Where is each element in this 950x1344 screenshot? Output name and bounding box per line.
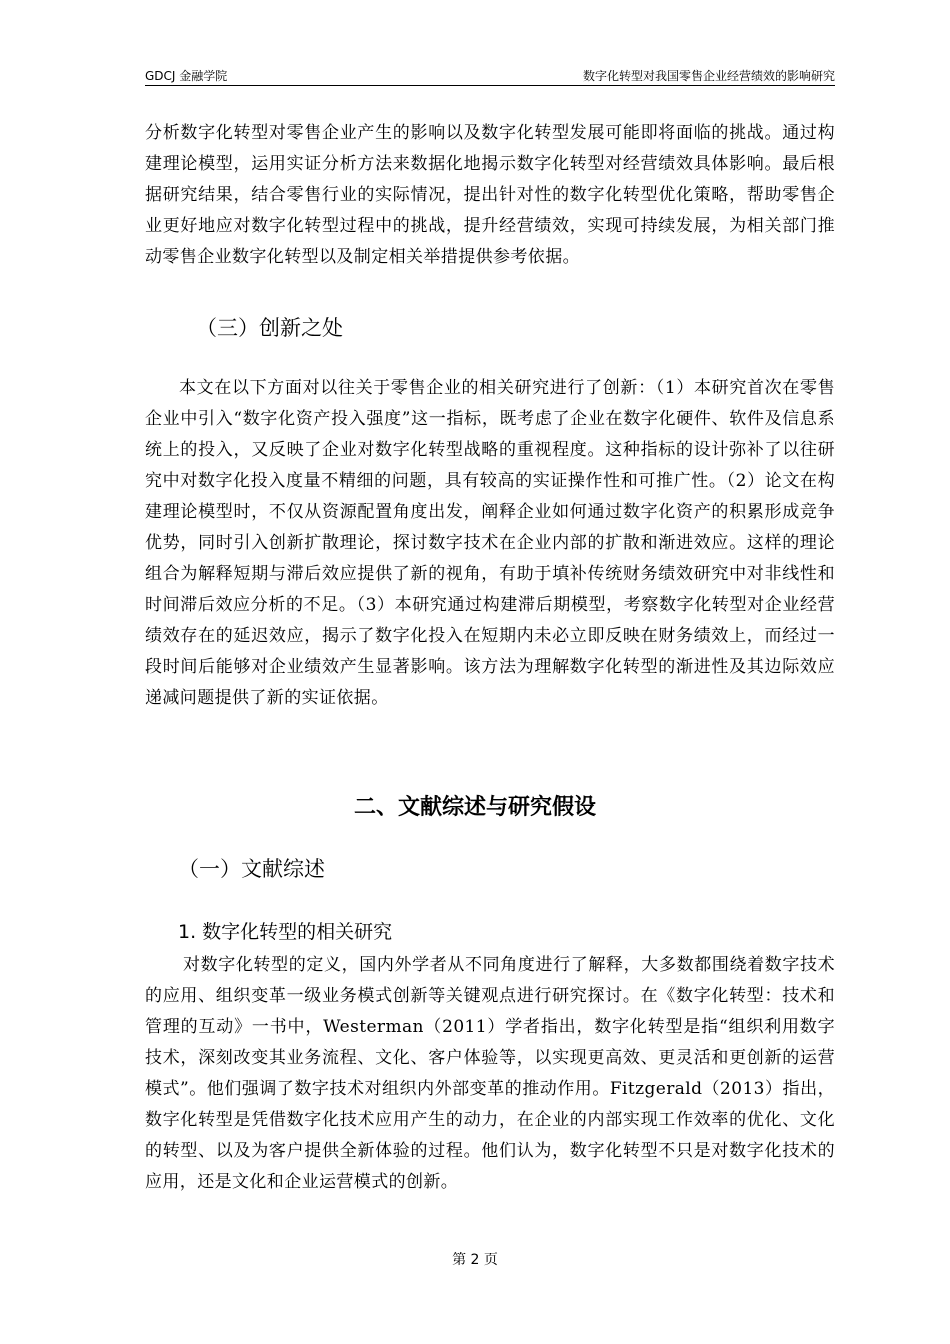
chapter-heading-literature: 二、文献综述与研究假设 xyxy=(353,795,596,820)
page-number: 第 2 页 xyxy=(452,1252,498,1268)
paragraph-digital-transformation: 对数字化转型的定义，国内外学者从不同角度进行了解释，大多数都围绕着数字技术的应用、组织变革一级业务模式创新等关键观点进行研究探讨。在《数字化转型：技术和管理的互动》一书中，Westerman（2011）学者指出，数字化转型是指“组织利用数字技术，深刻改变其业务流程、文化、客户体验等，以实现更高效、更灵活和更创新的运营模式”。他们强调了数字技术对组织内外部变革的推动作用。Fitzgerald（2013）指出，数字化转型是凭借数字化技术应用产生的动力，在企业的内部实现工作效率的优化、文化的转型、以及为客户提供全新体验的过程。他们认为，数字化转型不只是对数字化技术的应用，还是文化和企业运营模式的创新。 xyxy=(145,955,835,1192)
subsection-heading-digital-transformation: 1. 数字化转型的相关研究 xyxy=(178,921,393,943)
section-heading-innovation: （三）创新之处 xyxy=(196,316,343,340)
header-institution: GDCJ 金融学院 xyxy=(145,69,228,83)
page-header xyxy=(145,60,835,86)
section-heading-literature-review: （一）文献综述 xyxy=(178,857,325,881)
header-thesis-title: 数字化转型对我国零售企业经营绩效的影响研究 xyxy=(582,69,835,83)
paragraph-research-purpose: 分析数字化转型对零售企业产生的影响以及数字化转型发展可能即将面临的挑战。通过构建理论模型，运用实证分析方法来数据化地揭示数字化转型对经营绩效具体影响。最后根据研究结果，结合零售行业的实际情况，提出针对性的数字化转型优化策略，帮助零售企业更好地应对数字化转型过程中的挑战，提升经营绩效，实现可持续发展，为相关部门推动零售企业数字化转型以及制定相关举措提供参考依据。 xyxy=(145,123,835,267)
paragraph-innovation: 本文在以下方面对以往关于零售企业的相关研究进行了创新：（1）本研究首次在零售企业中引入“数字化资产投入强度”这一指标，既考虑了企业在数字化硬件、软件及信息系统上的投入，又反映了企业对数字化转型战略的重视程度。这种指标的设计弥补了以往研究中对数字化投入度量不精细的问题，具有较高的实证操作性和可推广性。（2）论文在构建理论模型时，不仅从资源配置角度出发，阐释企业如何通过数字化资产的积累形成竞争优势，同时引入创新扩散理论，探讨数字技术在企业内部的扩散和渐进效应。这样的理论组合为解释短期与滞后效应提供了新的视角，有助于填补传统财务绩效研究中对非线性和时间滞后效应分析的不足。（3）本研究通过构建滞后期模型，考察数字化转型对企业经营绩效存在的延迟效应，揭示了数字化投入在短期内未必立即反映在财务绩效上，而经过一段时间后能够对企业绩效产生显著影响。该方法为理解数字化转型的渐进性及其边际效应递减问题提供了新的实证依据。 xyxy=(145,378,835,708)
